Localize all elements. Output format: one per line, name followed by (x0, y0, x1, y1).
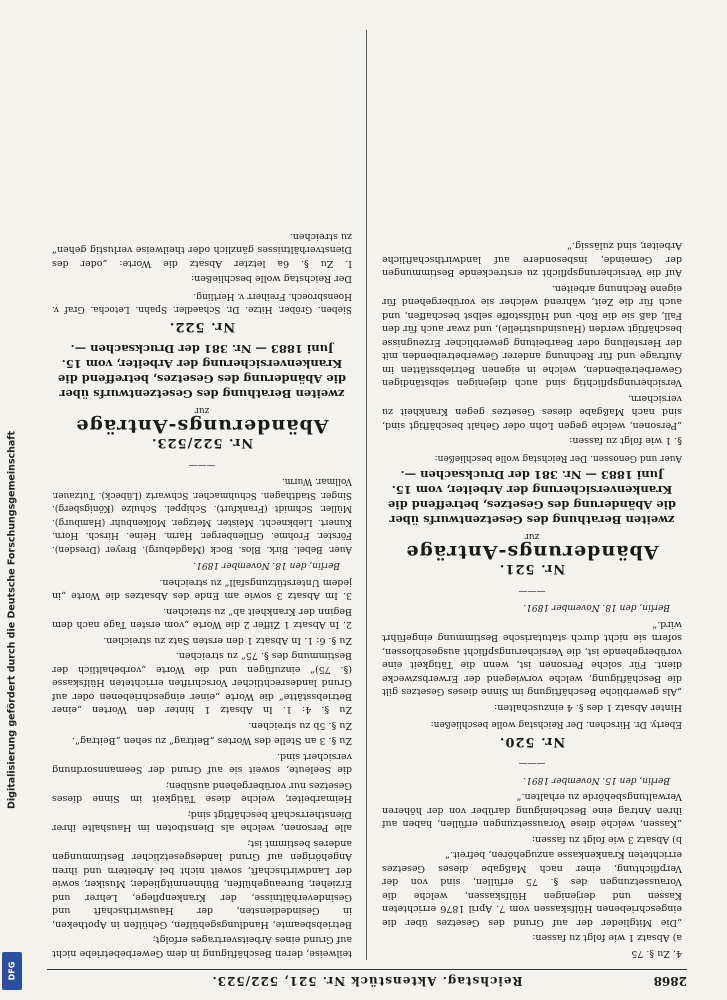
dfg-logo-text: DFG (7, 961, 17, 981)
separator: ——— (518, 758, 546, 769)
date-line: Berlin, den 15. November 1891. (523, 775, 670, 785)
text-paragraph: die Seeleute, soweit sie auf Grund der Seemannsordnung versichert sind. (52, 751, 352, 776)
text-paragraph: teilweise, deren Beschäftigung in dem Gewerbebetriebe nicht auf Grund eines Arbeitsvertrages erfolgt; (52, 934, 352, 959)
text-paragraph: b) Absatz 3 wie folgt zu fassen: (531, 834, 682, 845)
amendment-item: 3. Im Absatz 3 sowie am Ende des Absatzes die Worte „in jedem Unterstützungsfall“ zu streichen. (52, 577, 352, 602)
item-number: Nr. 522. (168, 319, 236, 334)
section-zur: zur (194, 405, 210, 416)
separator: ——— (188, 460, 216, 470)
text-paragraph: „Personen, welche gegen Lohn oder Gehalt beschäftigt sind, sind nach Maßgabe dieses Gesetzes gegen Krankheit zu versichern. (382, 393, 682, 431)
left-column (382, 30, 682, 960)
right-column (52, 30, 352, 960)
text-paragraph: „Kassen, welche diese Voraussetzungen erfüllen, haben auf ihren Antrag eine Bescheinigung darüber von der höheren Verwaltungsbehörde zu erhalten.“ (382, 791, 682, 830)
item-number: Nr. 522/523. (150, 435, 254, 451)
text-paragraph: Auf die Versicherungspflicht zu erstreckende Bestimmungen der Gemeinde, insbesondere auf landwirthschaftliche Arbeiter, sind zulässig.“ (382, 240, 682, 279)
section-title: Abänderungs-Anträge (405, 541, 659, 563)
date-line: Berlin, den 18. November 1891. (193, 560, 340, 571)
text-paragraph: Hinter Absatz 1 des §. 4 einzuschalten: (494, 702, 682, 713)
section-description: zweiten Berathung des Gesetzentwurfs über die Abänderung des Gesetzes, betreffend die Krankenversicherung der Arbeiter, vom 15. Juni 1883 — Nr. 381 der Drucksachen —. (57, 342, 347, 401)
column-divider (366, 30, 367, 960)
section-description: zweiten Berathung des Gesetzentwurfs über die Abänderung des Gesetzes, betreffend die Krankenversicherung der Arbeiter, vom 15. Juni 1883 — Nr. 381 der Drucksachen —. (387, 468, 677, 527)
digitization-note: Digitalisierung gefördert durch die Deutsche Forschungsgemeinschaft (6, 431, 18, 809)
text-paragraph: alle Personen, welche als Dienstboten im Haushalte ihrer Dienstherrschaft beschäftigt sind; (52, 809, 352, 834)
item-number: Nr. 521. (498, 561, 566, 577)
page-number: 2868 (653, 974, 687, 988)
running-header (47, 969, 687, 988)
text-paragraph: a) Absatz 1 wie folgt zu fassen: (532, 932, 682, 944)
signers: Eberty. Dr. Hirschen. Der Reichstag wolle beschließen: (430, 719, 682, 730)
amendment-item: Zu §. 3 an Stelle des Wortes „Beitrag“ zu sehen „Beitrag“. (72, 735, 352, 747)
text-paragraph: Betriebsbeamte, Handlungsgehülfen, Gehülfen in Apotheken, in Gesindediensten, der Hauswirthschaft und Gesindeverhältnisse, der Krankenpflege, Lehrer und Erzieher, Bureaugehülfen, Bühnenmitglieder, Musiker, sowie der Landwirthschaft, soweit nicht bei Arbeitern und ihren Angehörigen auf Grund landesgesetzlicher Bestimmungen anderes bestimmt ist; (52, 838, 352, 930)
signers: Auer. Bebel. Birk. Blos. Bock (Magdeburg). Breyer (Dresden). Förster. Frohme. Grillenberger. Harm. Heine. Hirsch. Horn. Kunert. Liebknecht. Meister. Metzger. Molkenbuhr (Hamburg). Müller. Schmidt (Frankfurt). Schippel. Schulze (Königsberg). Singer. Stadthagen. Schuhmacher. Schwartz (Lübeck). Tutzauer. Vollmar. Wurm. (52, 476, 352, 554)
text-paragraph: 4. Zu §. 75 (631, 948, 682, 959)
text-paragraph: I. Zu §. 6a letzter Absatz die Worte: „oder des Dienstverhältnisses gänzlich oder theilweise verlustig gehen“ zu streichen. (52, 231, 352, 269)
intro-list (382, 790, 682, 960)
amendment-item: Zu §. 4: 1. In Absatz 1 hinter den Worten „einer Betriebsstätte“ die Worte „einer eingeschriebenen oder auf Grund landesrechtlicher Vorschriften errichteten Hülfskasse (§. 75)“ einzufügen und die Worte „vorbehaltlich der Bestimmung des §. 75“ zu streichen. (52, 650, 352, 716)
text-paragraph: Versicherungspflichtig sind auch diejenigen selbständigen Gewerbetreibenden, welche in eigenen Betriebsstätten im Auftrage und für Rechnung anderer Gewerbetreibenden mit der Herstellung oder Bearbeitung gewerblicher Erzeugnisse beschäftigt werden (Hausindustrielle), und zwar auch für den Fall, daß sie die Roh- und Hülfsstoffe selbst beschaffen, und auch für die Zeit, während welcher sie vorübergehend für eigene Rechnung arbeiten. (382, 283, 682, 389)
signers: Auer und Genossen. Der Reichstag wolle beschließen: (434, 453, 682, 463)
text-paragraph: §. 1 wie folgt zu fassen: (569, 435, 682, 447)
amendment-item: Zu §. 5b zu streichen. (248, 720, 352, 731)
item-number: Nr. 520. (498, 734, 566, 749)
running-title: Reichstag. Aktenstück Nr. 521, 522/523. (211, 974, 523, 988)
separator: ——— (518, 586, 546, 596)
section-title: Abänderungs-Anträge (75, 415, 329, 437)
text-paragraph: Heimarbeiter, welche diese Tätigkeit im Sinne dieses Gesetzes nur vorübergehend ausüben; (52, 780, 352, 805)
text-paragraph: Der Reichstag wolle beschließen: (190, 273, 352, 285)
amendment-item: Zu §. 6: 1. In Absatz 1 den ersten Satz zu streichen. (103, 635, 352, 646)
date-line: Berlin, den 18. November 1891. (523, 602, 670, 613)
text-paragraph: „Die Mitglieder der auf Grund des Gesetzes über die eingeschriebenen Hülfskassen vom 7. April 1876 errichteten Kassen und derjenigen Hülfskassen, welche die Voraussetzungen des §. 75 erfüllen, sind von der Verpflichtung, einer nach Maßgabe dieses Gesetzes errichteten Krankenkasse anzugehören, befreit.“ (382, 849, 682, 928)
text-paragraph: „Als gewerbliche Beschäftigung im Sinne dieses Gesetzes gilt die Beschäftigung, welche vorwiegend der Erwerbszwecke dient. Für solche Personen ist, wenn die Tätigkeit eine vorübergehende ist, die Versicherungspflicht ausgeschlossen, sofern sie nicht durch statutarische Bestimmung eingeführt wird.“ (382, 619, 682, 698)
section-zur: zur (524, 531, 540, 542)
signers: Sieben. Gröber. Hitze. Dr. Schaedler. Spahn. Letocha. Graf v. Hoensbroech. Freiherr v. Hertling. (52, 291, 352, 315)
amendment-item: 2. In Absatz 1 Ziffer 2 die Worte „vom ersten Tage nach dem Beginn der Krankheit ab“ zu streichen. (52, 606, 352, 631)
